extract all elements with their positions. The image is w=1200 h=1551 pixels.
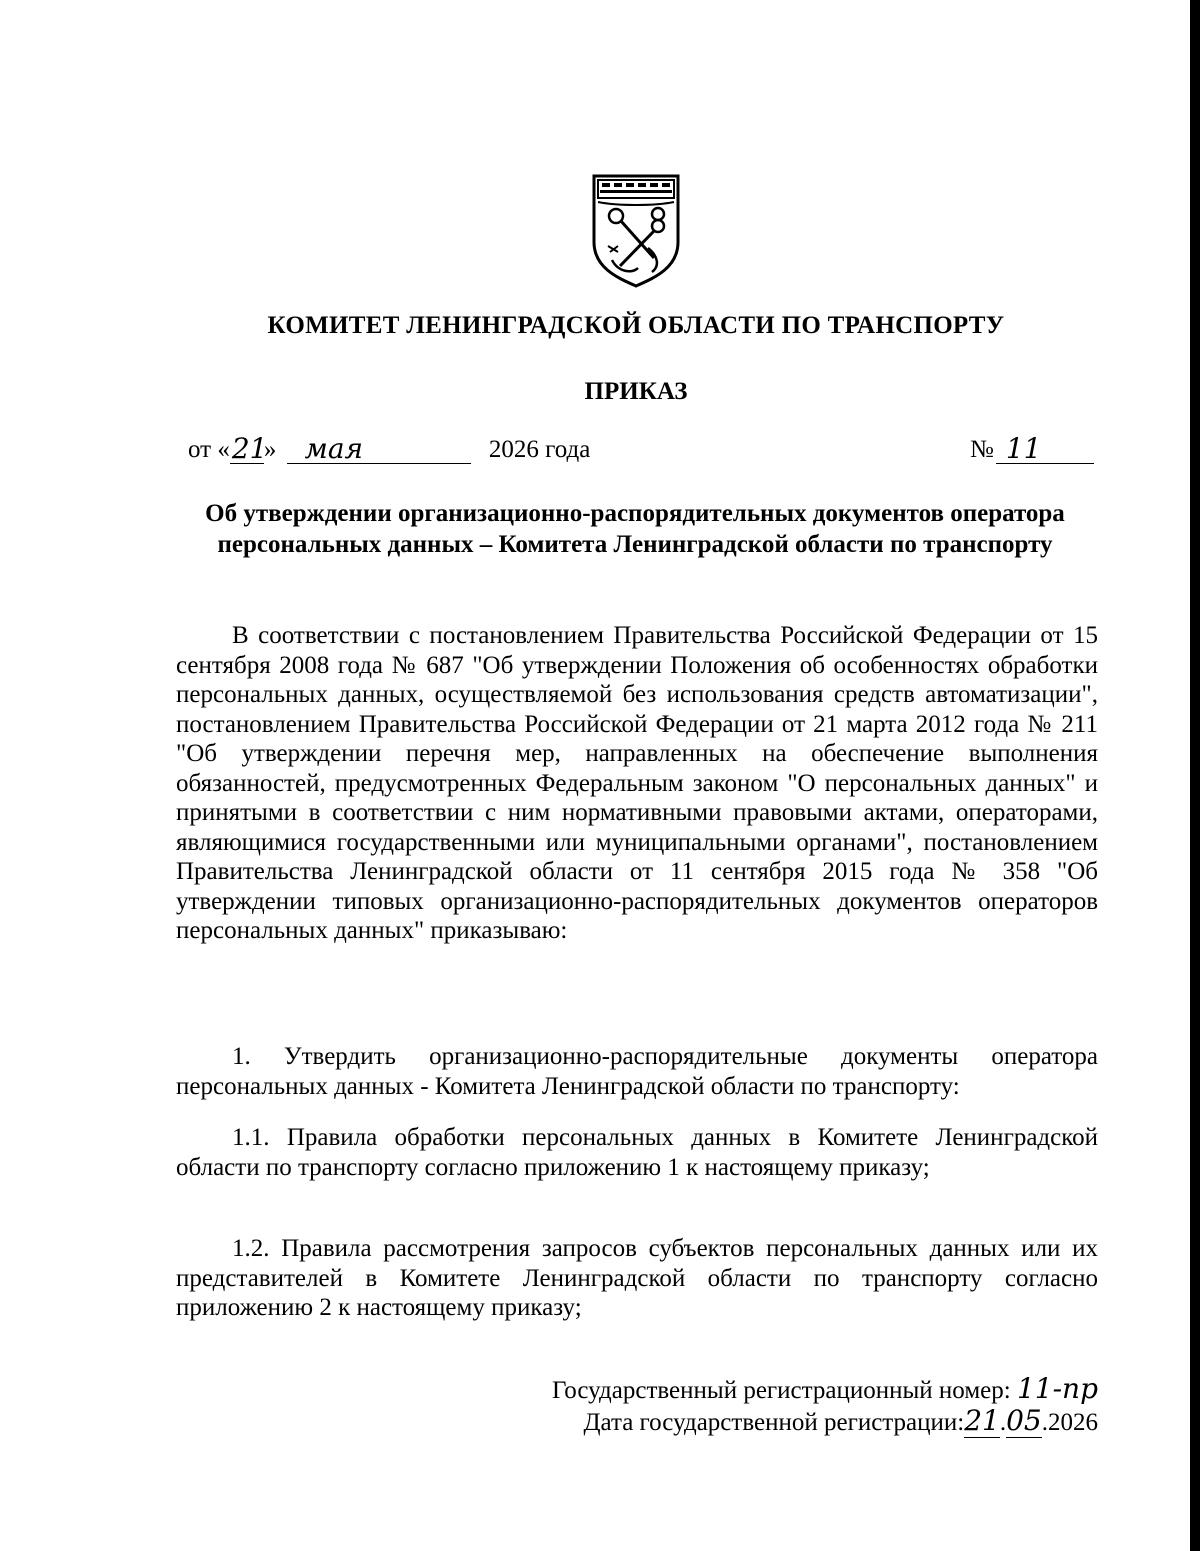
date-quote-close: » [263, 436, 277, 463]
registration-date-label: Дата государственной регистрации: [583, 1409, 965, 1436]
registration-date-year: .2026 [1041, 1409, 1098, 1436]
number-line [970, 432, 1094, 465]
document-title: Об утверждении организационно-распорядительных документов оператора персональных данных – Комитета Ленинградской области по транспорту [205, 500, 1065, 558]
registration-date-line [583, 1404, 1098, 1438]
date-month-field [287, 432, 471, 465]
item-1-2-paragraph: 1.2. Правила рассмотрения запросов субъектов персональных данных или их представителей в Комитете Ленинградской области по транспорту согласно приложению 2 к настоящему приказу; [176, 1235, 1098, 1321]
date-day-field [230, 432, 268, 465]
date-year: 2026 года [488, 436, 591, 463]
item-1-1-paragraph: 1.1. Правила обработки персональных данных в Комитете Ленинградской области по транспорту согласно приложению 1 к настоящему приказу; [176, 1124, 1098, 1181]
date-prefix: от « [188, 436, 230, 463]
document-type: ПРИКАЗ [584, 378, 688, 405]
date-day-handwritten: 21 [231, 432, 268, 465]
number-prefix: № [970, 436, 994, 463]
registration-date-sep: . [999, 1409, 1007, 1436]
registration-number-line [552, 1372, 1098, 1405]
date-month-handwritten: мая [304, 432, 364, 465]
number-field [996, 432, 1094, 465]
date-line [188, 432, 591, 465]
coat-of-arms-icon [588, 172, 684, 288]
preamble-paragraph: В соответствии с постановлением Правительства Российской Федерации от 15 сентября 2008 года № 687 "Об утверждении Положения об особенностях обработки персональных данных, осуществляемой без использования средств автоматизации", постановлением Правительства Российской Федерации от 21 марта 2012 года № 211 "Об утверждении перечня мер, направленных на обеспечение выполнения обязанностей, предусмотренных Федеральным законом "О персональных данных" и принятыми в соответствии с ним нормативными правовыми актами, операторами, являющимися государственными или муниципальными органами", постановлением Правительства Ленинградской области от 11 сентября 2015 года № 358 "Об утверждении типовых организационно-распорядительных документов операторов персональных данных" приказываю: [176, 622, 1098, 944]
scan-edge-bar [1190, 0, 1200, 1551]
item-1-paragraph: 1. Утвердить организационно-распорядительные документы оператора персональных данных - Комитета Ленинградской области по транспорту: [176, 1043, 1098, 1100]
registration-number-handwritten: 11-пр [1016, 1372, 1098, 1405]
registration-number-label: Государственный регистрационный номер: [551, 1377, 1011, 1404]
registration-date-day: 21 [964, 1404, 1000, 1437]
committee-name: КОМИТЕТ ЛЕНИНГРАДСКОЙ ОБЛАСТИ ПО ТРАНСПОРТУ [267, 312, 1005, 339]
number-handwritten: 11 [1005, 432, 1042, 465]
registration-date-month: 05 [1006, 1404, 1042, 1437]
